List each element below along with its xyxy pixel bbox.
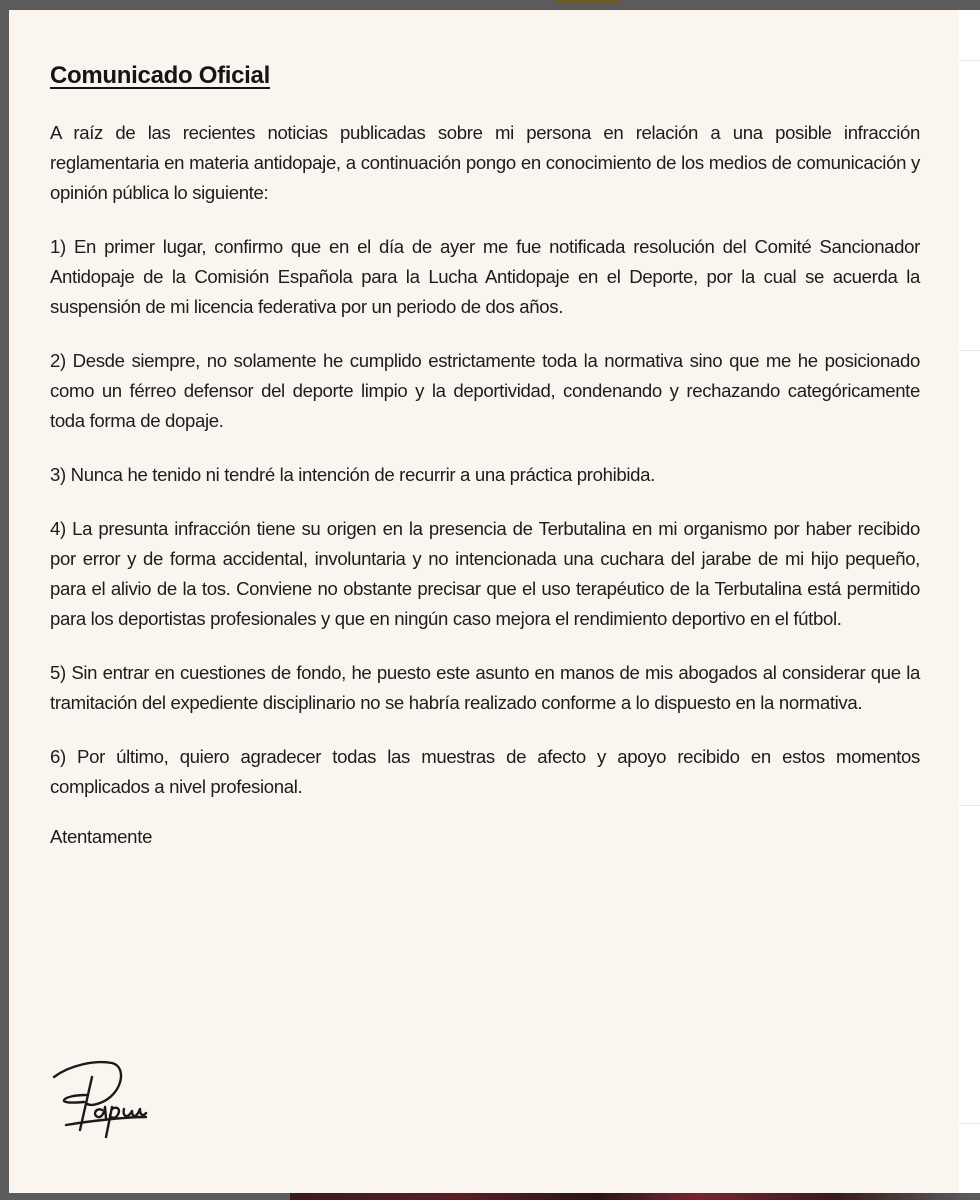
document-title: Comunicado Oficial: [50, 62, 270, 89]
point-2: 2) Desde siempre, no solamente he cumplido estrictamente toda la normativa sino que me he posicionado como un férreo defensor del deporte limpio y la deportividad, condenando y rechazando categóricamente toda forma de dopaje.: [50, 350, 920, 431]
top-edge-accent: [555, 0, 620, 4]
handwritten-signature-icon: [50, 1055, 210, 1145]
point-3: 3) Nunca he tenido ni tendré la intención de recurrir a una práctica prohibida.: [50, 464, 655, 485]
point-6: 6) Por último, quiero agradecer todas las muestras de afecto y apoyo recibido en estos momentos complicados a nivel profesional.: [50, 746, 920, 797]
right-edge-strip: [959, 10, 980, 1193]
point-5: 5) Sin entrar en cuestiones de fondo, he puesto este asunto en manos de mis abogados al considerar que la tramitación del expediente disciplinario no se habría realizado conforme a lo dispuesto en la normativa.: [50, 662, 920, 713]
document-content: [50, 62, 920, 848]
closing-salutation: Atentamente: [50, 826, 153, 847]
bottom-background-photo-strip: [290, 1193, 970, 1200]
point-4: 4) La presunta infracción tiene su origen en la presencia de Terbutalina en mi organismo por haber recibido por error y de forma accidental, involuntaria y no intencionada una cuchara del jarabe de mi hijo pequeño, para el alivio de la tos. Conviene no obstante precisar que el uso terapéutico de la Terbutalina está permitido para los deportistas profesionales y que en ningún caso mejora el rendimiento deportivo en el fútbol.: [50, 518, 920, 629]
intro-paragraph: A raíz de las recientes noticias publicadas sobre mi persona en relación a una posible infracción reglamentaria en materia antidopaje, a continuación pongo en conocimiento de los medios de comunicación y opinión pública lo siguiente:: [50, 122, 920, 203]
point-1: 1) En primer lugar, confirmo que en el día de ayer me fue notificada resolución del Comité Sancionador Antidopaje de la Comisión Española para la Lucha Antidopaje en el Deporte, por la cual se acuerda la suspensión de mi licencia federativa por un periodo de dos años.: [50, 236, 920, 317]
